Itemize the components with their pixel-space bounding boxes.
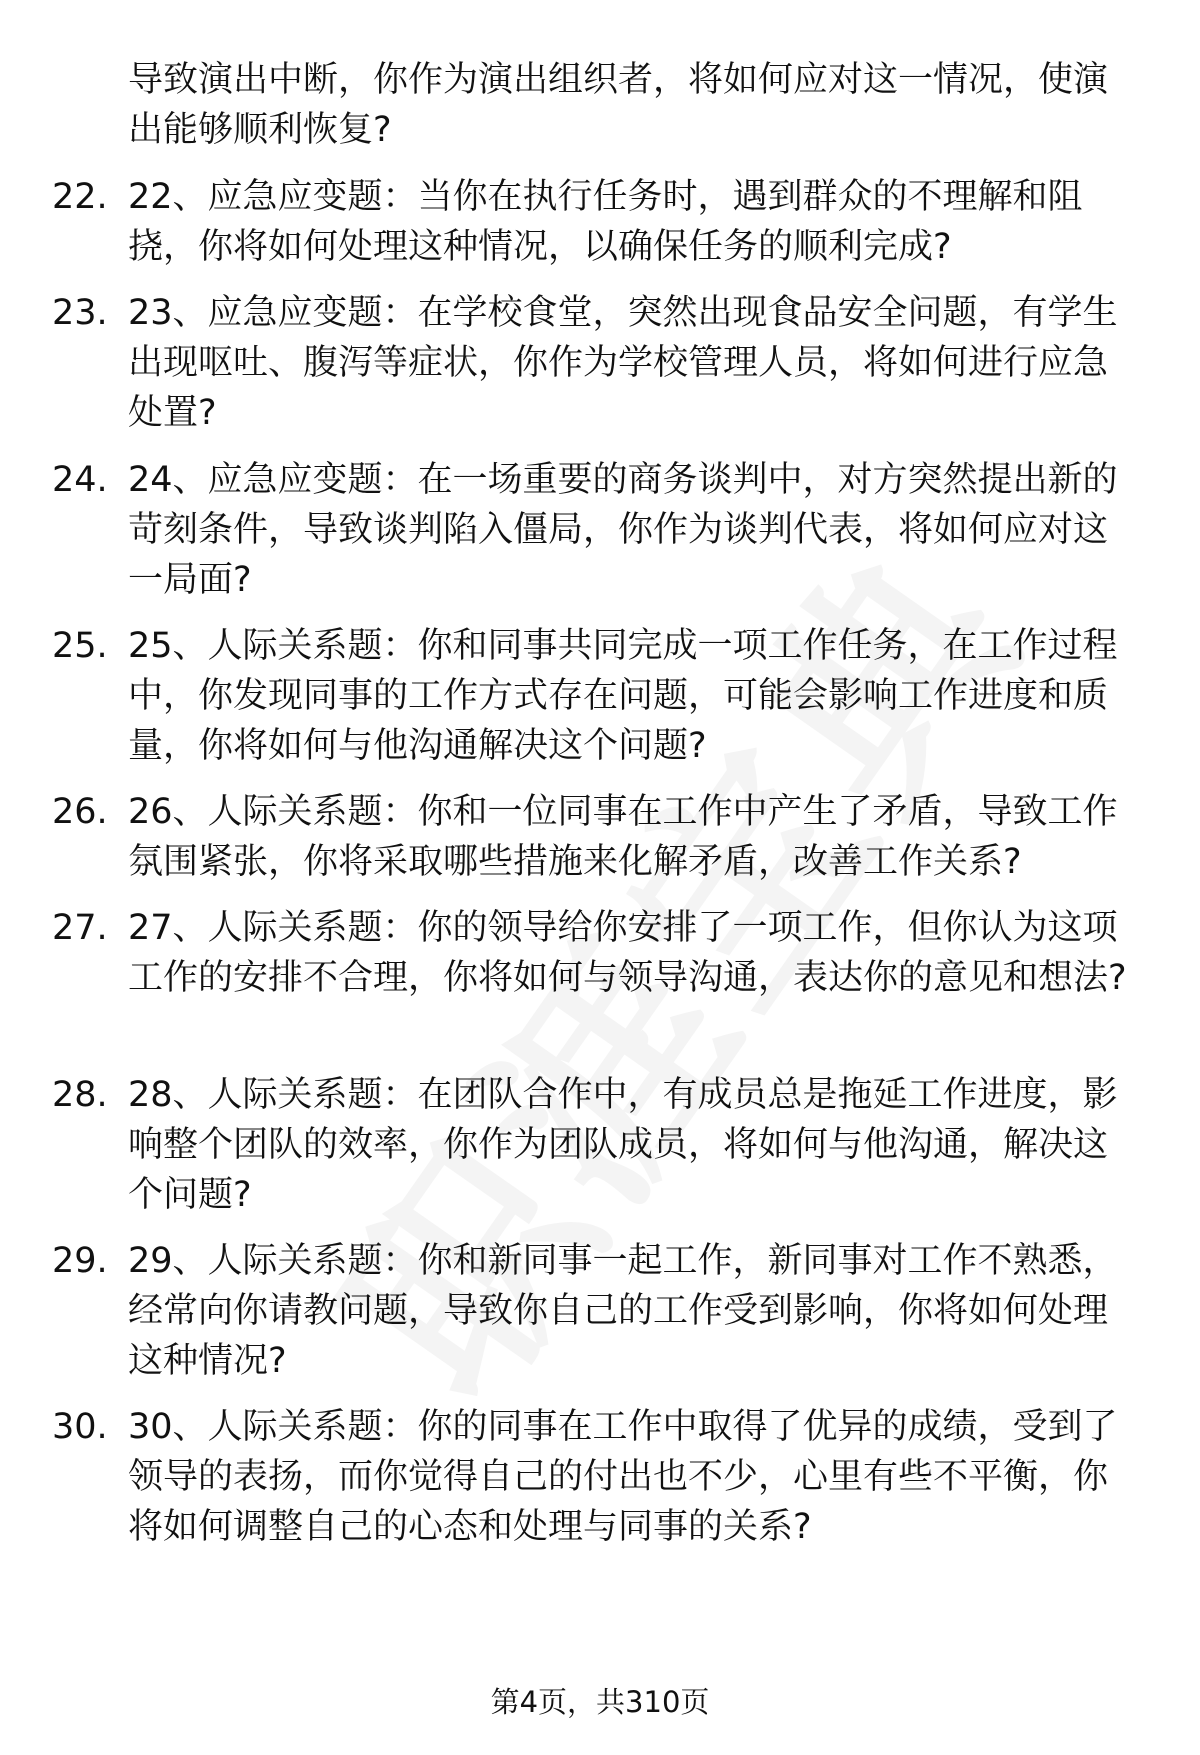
- page-footer: 第4页，共310页: [490, 1685, 710, 1719]
- item-text: 27、人际关系题：你的领导给你安排了一项工作，但你认为这项工作的安排不合理，你将如何与领导沟通，表达你的意见和想法?: [128, 908, 1127, 998]
- item-text: 30、人际关系题：你的同事在工作中取得了优异的成绩，受到了领导的表扬，而你觉得自己的付出也不少，心里有些不平衡，你将如何调整自己的心态和处理与同事的关系?: [128, 1407, 1118, 1547]
- item-number: 24.: [52, 460, 108, 500]
- item-text: 25、人际关系题：你和同事共同完成一项工作任务，在工作过程中，你发现同事的工作方式存在问题，可能会影响工作进度和质量，你将如何与他沟通解决这个问题?: [128, 626, 1118, 766]
- item-text: 28、人际关系题：在团队合作中，有成员总是拖延工作进度，影响整个团队的效率，你作为团队成员，将如何与他沟通，解决这个问题?: [128, 1075, 1118, 1215]
- item-text: 26、人际关系题：你和一位同事在工作中产生了矛盾，导致工作氛围紧张，你将采取哪些措施来化解矛盾，改善工作关系?: [128, 792, 1118, 882]
- item-text: 29、人际关系题：你和新同事一起工作，新同事对工作不熟悉，经常向你请教问题，导致你自己的工作受到影响，你将如何处理这种情况?: [128, 1241, 1118, 1381]
- item-text: 23、应急应变题：在学校食堂，突然出现食品安全问题，有学生出现呕吐、腹泻等症状，你作为学校管理人员，将如何进行应急处置?: [128, 293, 1118, 433]
- continuation-text: 导致演出中断，你作为演出组织者，将如何应对这一情况，使演出能够顺利恢复?: [128, 60, 1109, 150]
- item-number: 30.: [52, 1407, 108, 1447]
- item-number: 27.: [52, 908, 108, 948]
- item-text: 22、应急应变题：当你在执行任务时，遇到群众的不理解和阻挠，你将如何处理这种情况，以确保任务的顺利完成?: [128, 177, 1083, 267]
- item-number: 25.: [52, 626, 108, 666]
- item-number: 22.: [52, 177, 108, 217]
- item-number: 23.: [52, 293, 108, 333]
- item-number: 28.: [52, 1075, 108, 1115]
- item-number: 26.: [52, 792, 108, 832]
- item-text: 24、应急应变题：在一场重要的商务谈判中，对方突然提出新的苛刻条件，导致谈判陷入僵局，你作为谈判代表，将如何应对这一局面?: [128, 460, 1118, 600]
- item-number: 29.: [52, 1241, 108, 1281]
